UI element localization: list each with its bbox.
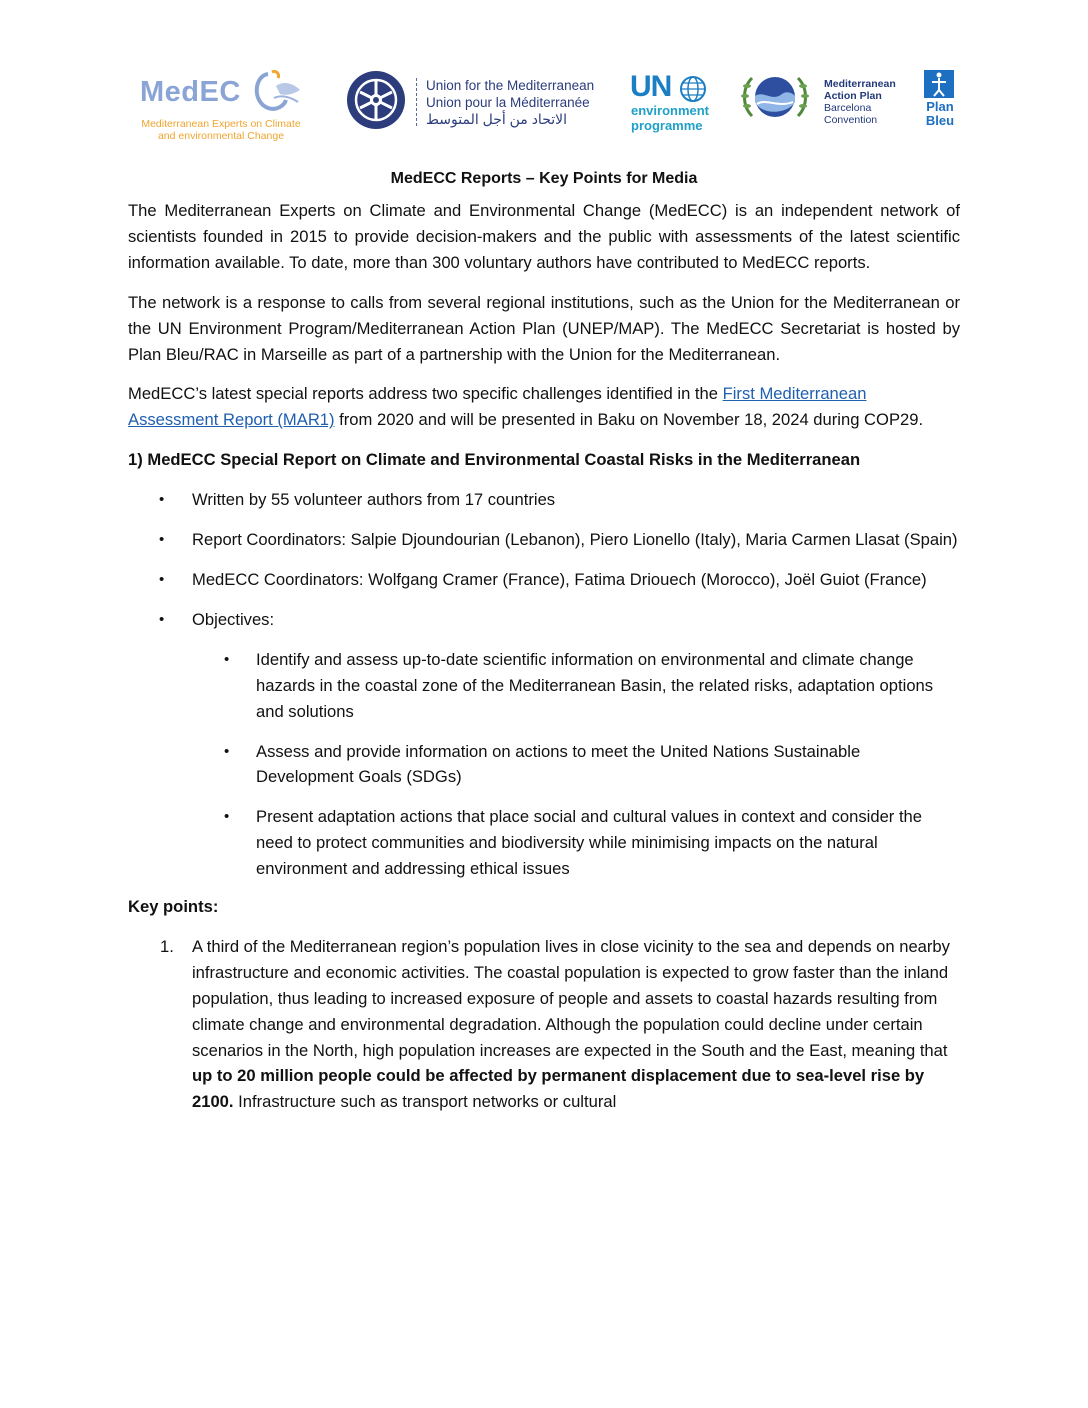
plan-bleu-line-2: Bleu xyxy=(925,113,955,128)
map-logo-line-2: Action Plan xyxy=(824,90,882,102)
key-points-label: Key points: xyxy=(128,897,219,917)
intro-paragraph-2: The network is a response to calls from several regional institutions, such as the Union for the Mediterranean or the UN Environment Program/Mediterranean Action Plan (UNEP/MAP). The MedECC Secretariat is hosted by Plan Bleu/RAC in Marseille as part of a partnership with the Union for the Mediterranean. xyxy=(128,292,960,364)
list-item: • Identify and assess up-to-date scientific information on environmental and climate change hazards in the coastal zone of the Mediterranean Basin, the related risks, adaptation options and solutions xyxy=(128,647,960,725)
unep-logo-line-2: programme xyxy=(631,118,703,133)
medecc-logo xyxy=(128,66,314,142)
list-item: • Written by 55 volunteer authors from 17 countries xyxy=(128,487,960,513)
ufm-separator xyxy=(416,78,417,126)
unep-logo-line-1: environment xyxy=(631,103,710,118)
ufm-name-fr: Union pour la Méditerranée xyxy=(426,95,590,110)
objectives-label: Objectives: xyxy=(192,609,275,629)
mar1-report-link[interactable]: First Mediterranean Assessment Report (MAR1) xyxy=(128,384,867,430)
un-globe-icon xyxy=(678,74,708,104)
ufm-name-en: Union for the Mediterranean xyxy=(426,78,595,93)
unep-logo xyxy=(630,70,716,136)
unep-map-logo xyxy=(738,66,902,132)
partner-logos xyxy=(0,62,1088,142)
list-item: • Report Coordinators: Salpie Djoundourian (Lebanon), Piero Lionello (Italy), Maria Carmen Llasat (Spain) xyxy=(128,527,960,553)
list-number: 1. xyxy=(160,936,174,956)
map-logo-line-4: Convention xyxy=(824,114,878,126)
intro-paragraph-1: The Mediterranean Experts on Climate and Environmental Change (MedECC) is an independent network of scientists founded in 2015 to provide decision-makers and the public with assessments of the latest scientific information available. To date, more than 300 voluntary authors have contributed to MedECC reports. xyxy=(128,201,960,272)
document-body xyxy=(128,168,960,1115)
medecc-logo-subtitle-2: and environmental Change xyxy=(157,130,285,142)
list-item xyxy=(128,607,960,633)
ufm-emblem-icon xyxy=(346,70,406,130)
key-point-1-highlight: up to 20 million people could be affected by permanent displacement due to sea-level rise by 2100. xyxy=(192,1066,925,1112)
intro-paragraph-3-start: MedECC’s latest special reports address two specific challenges identified in the xyxy=(128,384,723,404)
intro-paragraph-3-end: from 2020 and will be presented in Baku on November 18, 2024 during COP29. xyxy=(334,410,924,430)
objectives-list xyxy=(128,647,960,882)
section-1-heading: 1) MedECC Special Report on Climate and Environmental Coastal Risks in the Mediterranean xyxy=(128,450,861,470)
plan-bleu-line-1: Plan xyxy=(926,99,954,114)
key-point-1-continuation: Infrastructure such as transport networks or cultural xyxy=(233,1092,617,1112)
plan-bleu-logo xyxy=(922,70,958,134)
plan-bleu-figure-icon xyxy=(924,70,954,98)
map-logo-line-3: Barcelona xyxy=(824,102,872,114)
medecc-logo-subtitle-1: Mediterranean Experts on Climate xyxy=(141,118,301,130)
map-logo-line-1: Mediterranean xyxy=(824,78,896,90)
list-item: • MedECC Coordinators: Wolfgang Cramer (France), Fatima Driouech (Morocco), Joël Guiot (France) xyxy=(128,567,960,593)
ufm-name-ar: الاتحاد من أجل المتوسط xyxy=(426,111,568,127)
key-points-list xyxy=(128,934,960,1115)
ufm-logo xyxy=(346,68,602,134)
document-title: MedECC Reports – Key Points for Media xyxy=(390,170,698,187)
key-point-1-text: A third of the Mediterranean region’s population lives in close vicinity to the sea and depends on nearby infrastructure and economic activities. The coastal population is expected to grow faster than the inland population, thus leading to increased exposure of people and assets to coastal hazards resulting from climate change and environmental degradation. Although the population could decline under certain scenarios in the North, high population increases are expected in the South and the East, meaning that xyxy=(192,936,950,1060)
medecc-swirl-icon xyxy=(246,68,302,116)
medecc-logo-word: MedEC xyxy=(140,76,241,108)
intro-paragraph-3 xyxy=(128,381,960,433)
list-item xyxy=(128,934,960,1115)
list-item: • Present adaptation actions that place social and cultural values in context and consider the need to protect communities and biodiversity while minimising impacts on the natural environment and addressing ethical issues xyxy=(128,804,960,882)
map-wreath-icon xyxy=(738,66,812,130)
report-facts-list xyxy=(128,487,960,633)
list-item: • Assess and provide information on actions to meet the United Nations Sustainable Development Goals (SDGs) xyxy=(128,739,960,791)
unep-logo-un: UN xyxy=(630,70,672,103)
